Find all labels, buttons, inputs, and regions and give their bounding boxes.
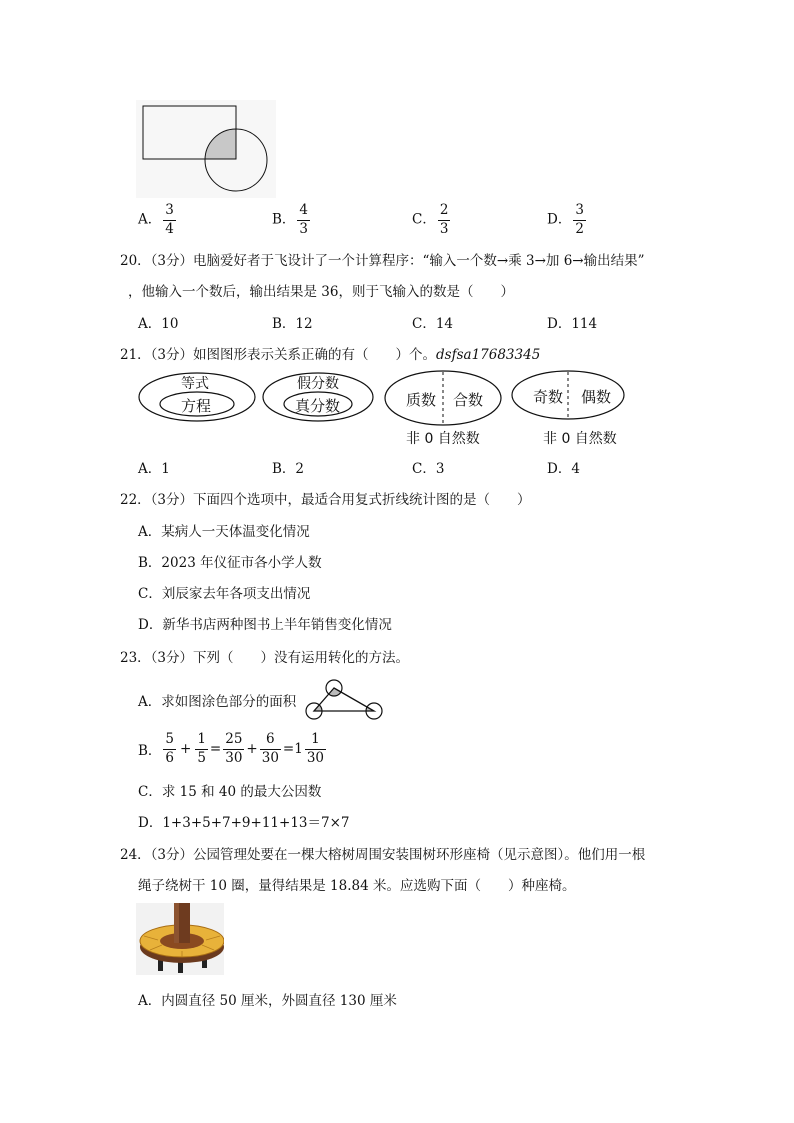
q21-figure-4 [511,370,629,448]
q19-option-d[interactable]: D． $\frac{3}{2}$ [547,202,584,237]
caption: 非 0 自然数 [406,431,480,447]
q19-option-b[interactable]: B． $\frac{4}{3}$ [272,202,309,237]
q20-option-a[interactable]: A．10 [138,316,179,332]
watermark-text: dsfsa17683345 [436,347,541,363]
fraction: $\frac{1}{5}$ [197,731,206,766]
q24-option-a[interactable]: A．内圆直径 50 厘米，外圆直径 130 厘米 [138,993,397,1009]
left-label: 质数 [406,391,437,409]
q23-option-d[interactable]: D．1+3+5+7+9+11+13＝7×7 [138,815,350,831]
q22-stem: 22．（3分）下面四个选项中，最适合用复式折线统计图的是（ ） [120,492,531,508]
q22-option-d[interactable]: D．新华书店两种图书上半年销售变化情况 [138,617,392,633]
q21-option-d[interactable]: D．4 [547,461,580,477]
q19-option-a[interactable]: A． $\frac{3}{4}$ [138,202,174,237]
q22-option-b[interactable]: B．2023 年仪征市各小学人数 [138,555,322,571]
right-label: 合数 [453,391,484,409]
fraction: $\frac{2}{3}$ [439,202,449,237]
caption: 非 0 自然数 [543,431,617,447]
outer-label: 等式 [181,376,209,392]
q22-option-a[interactable]: A．某病人一天体温变化情况 [138,524,310,540]
q24-stem-line2: 绳子绕树干 10 圈，量得结果是 18.84 米。应选购下面（ ）种座椅。 [138,878,576,894]
fraction: $\frac{4}{3}$ [299,202,309,237]
inner-label: 真分数 [295,397,341,415]
q19-figure [136,100,276,198]
q20-option-c[interactable]: C．14 [412,316,454,332]
q21-figure-3 [384,370,502,448]
inner-label: 方程 [181,397,212,415]
fraction: $\frac{25}{30}$ [225,731,243,766]
q21-option-b[interactable]: B．2 [272,461,305,477]
tree-bench-image [136,903,224,975]
q20-stem-line1: 20．（3分）电脑爱好者于飞设计了一个计算程序：“输入一个数→乘 3→加 6→输出结果” [120,253,645,269]
split-ellipse-diagram [384,370,502,428]
q20-option-b[interactable]: B．12 [272,316,313,332]
fraction: $\frac{5}{6}$ [165,731,175,766]
left-label: 奇数 [533,388,564,406]
q19-option-c[interactable]: C． $\frac{2}{3}$ [412,202,449,237]
fraction: $\frac{1}{30}$ [306,731,325,766]
q23-stem: 23．（3分）下列（ ）没有运用转化的方法。 [120,650,410,666]
right-label: 偶数 [581,388,612,406]
fraction: $\frac{6}{30}$ [261,731,279,766]
outer-label: 假分数 [297,376,339,392]
split-ellipse-diagram [511,370,629,422]
q21-option-a[interactable]: A．1 [138,461,170,477]
q23-triangle-circles-figure [302,676,386,724]
q22-option-c[interactable]: C．刘辰家去年各项支出情况 [138,586,311,602]
q20-stem-line2: ，他输入一个数后，输出结果是 36，则于飞输入的数是（ ） [128,284,514,300]
fraction: $\frac{3}{4}$ [165,202,174,237]
fraction: $\frac{3}{2}$ [575,202,584,237]
q21-figure-2 [262,372,374,422]
q21-stem: 21．（3分）如图图形表示关系正确的有（ ）个。dsfsa17683345 [120,347,541,363]
q20-option-d[interactable]: D．114 [547,316,598,332]
q21-option-c[interactable]: C．3 [412,461,445,477]
q21-figure-1 [138,372,256,422]
q23-option-c[interactable]: C．求 15 和 40 的最大公因数 [138,784,322,800]
q23-option-a[interactable]: A．求如图涂色部分的面积 [138,694,297,710]
q24-stem-line1: 24．（3分）公园管理处要在一棵大榕树周围安装围树环形座椅（见示意图）。他们用一根 [120,847,646,863]
q23-option-b[interactable]: B． $\frac{5}{6}$ + $\frac{1}{5}$ = $\frac{25}{30}$ + $\frac{6}{30}$ =1 $\frac{1}{30}$ [138,731,325,766]
